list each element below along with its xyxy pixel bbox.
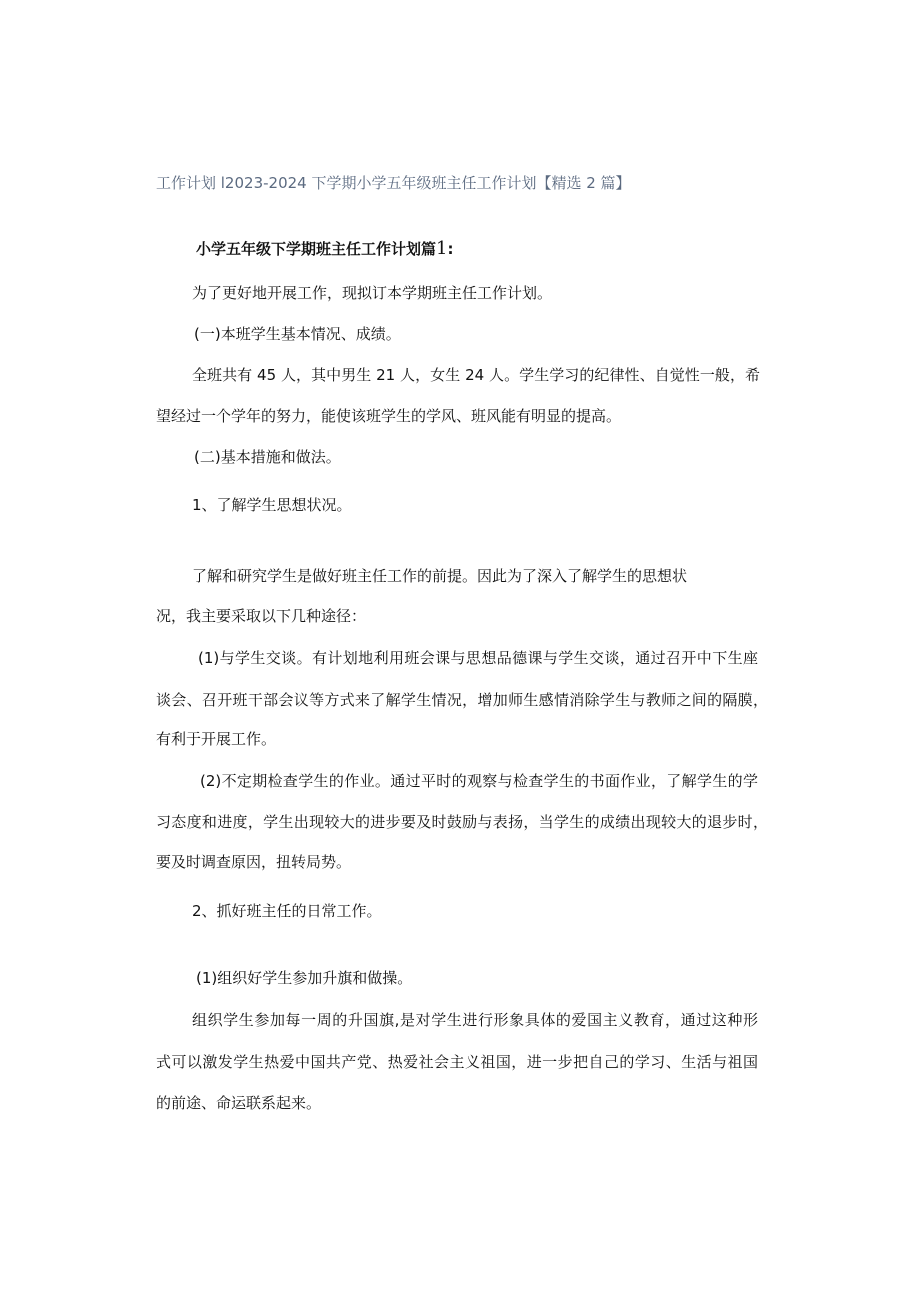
paragraph-line: 要及时调查原因，扭转局势。 bbox=[156, 853, 352, 871]
section-heading-suffix: : bbox=[447, 240, 454, 258]
section-heading-number: 1 bbox=[436, 238, 448, 259]
paragraph-line: 组织学生参加每一周的升国旗,是对学生进行形象具体的爱国主义教育，通过这种形 bbox=[192, 1011, 758, 1029]
paragraph-line: 习态度和进度，学生出现较大的进步要及时鼓励与表扬，当学生的成绩出现较大的退步时， bbox=[156, 813, 768, 831]
paragraph-line: (1)与学生交谈。有计划地利用班会课与思想品德课与学生交谈，通过召开中下生座 bbox=[198, 649, 758, 667]
paragraph-line: 望经过一个学年的努力，能使该班学生的学风、班风能有明显的提高。 bbox=[156, 407, 622, 425]
paragraph-line: 的前途、命运联系起来。 bbox=[156, 1094, 322, 1112]
paragraph-line: (1)组织好学生参加升旗和做操。 bbox=[196, 969, 413, 987]
section-heading bbox=[196, 239, 453, 259]
paragraph-line: (二)基本措施和做法。 bbox=[194, 448, 341, 466]
document-title: 工作计划 l2023-2024 下学期小学五年级班主任工作计划【精选 2 篇】 bbox=[156, 174, 631, 192]
paragraph-line: (一)本班学生基本情况、成绩。 bbox=[194, 325, 401, 343]
paragraph-line: 谈会、召开班干部会议等方式来了解学生情况，增加师生感情消除学生与教师之间的隔膜， bbox=[156, 691, 768, 709]
paragraph-line: (2)不定期检查学生的作业。通过平时的观察与检查学生的书面作业，了解学生的学 bbox=[200, 772, 758, 790]
paragraph-line: 况，我主要采取以下几种途径： bbox=[156, 607, 367, 625]
paragraph-line: 有利于开展工作。 bbox=[156, 730, 277, 748]
paragraph-line: 为了更好地开展工作，现拟订本学期班主任工作计划。 bbox=[192, 284, 553, 302]
paragraph-line: 全班共有 45 人，其中男生 21 人，女生 24 人。学生学习的纪律性、自觉性一般，希 bbox=[192, 366, 760, 384]
paragraph-line: 了解和研究学生是做好班主任工作的前提。因此为了深入了解学生的思想状 bbox=[192, 567, 688, 585]
section-heading-text: 小学五年级下学期班主任工作计划篇 bbox=[196, 240, 437, 258]
paragraph-line: 式可以激发学生热爱中国共产党、热爱社会主义祖国，进一步把自己的学习、生活与祖国 bbox=[156, 1053, 758, 1071]
paragraph-line: 2、抓好班主任的日常工作。 bbox=[192, 902, 382, 920]
paragraph-line: 1、了解学生思想状况。 bbox=[192, 496, 352, 514]
